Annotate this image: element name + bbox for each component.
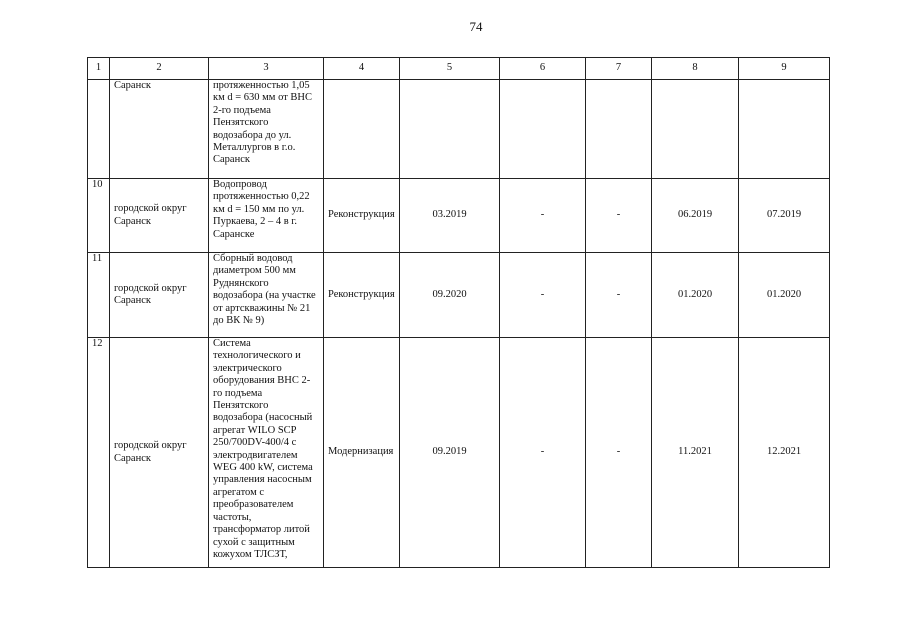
table-row (88, 253, 830, 338)
description-line: протяженностью 0,22 (213, 191, 310, 203)
description-line: преобразователем (213, 499, 294, 511)
action-cell (324, 80, 400, 179)
col7-cell (586, 80, 652, 179)
header-cell-9: 9 (739, 58, 830, 80)
header-cell-5: 5 (400, 58, 500, 80)
row-number: 11 (88, 253, 110, 338)
description-line: Пуркаева, 2 – 4 в г. (213, 216, 298, 228)
col8-cell: 01.2020 (652, 253, 739, 338)
description-line: электродвигателем (213, 449, 298, 461)
description-line: Система (213, 338, 251, 349)
col6-cell: - (500, 253, 586, 338)
start-date-cell (400, 80, 500, 179)
description-line: Пензятского (213, 400, 269, 412)
col8-cell: 11.2021 (652, 338, 739, 568)
district-line: Саранск (114, 295, 151, 306)
district-cell (110, 179, 209, 253)
table-row (88, 80, 830, 179)
description-line: Сборный водовод (213, 253, 293, 264)
col9-cell: 01.2020 (739, 253, 830, 338)
page-number: 74 (469, 19, 483, 34)
description-line: водозабора до ул. (213, 129, 292, 141)
description-line: до ВК № 9) (213, 315, 265, 327)
col9-cell: 07.2019 (739, 179, 830, 253)
description-line: го подъема (213, 387, 263, 399)
description-line: Саранск (213, 154, 250, 166)
district-line: городской округ (114, 282, 187, 294)
district-line: городской округ (114, 203, 187, 215)
description-line: водозабора (насосный (213, 412, 313, 424)
district-line: городской округ (114, 440, 187, 452)
description-cell (209, 253, 324, 338)
col7-cell: - (586, 179, 652, 253)
start-date-cell: 03.2019 (400, 179, 500, 253)
description-line: WEG 400 kW, система (213, 462, 313, 474)
header-row (88, 58, 830, 80)
district-cell (110, 338, 209, 568)
row-number: 12 (88, 338, 110, 568)
description-line: сухой с защитным (213, 536, 295, 548)
description-line: частоты, (213, 511, 252, 523)
header-cell-2: 2 (110, 58, 209, 80)
district-line: Саранск (114, 215, 151, 227)
description-line: 250/700DV-400/4 с (213, 437, 297, 449)
data-table (87, 57, 830, 568)
description-line: агрегат WILO SCP (213, 424, 297, 436)
col9-cell: 12.2021 (739, 338, 830, 568)
description-line: Руднянского (213, 277, 269, 289)
description-cell (209, 80, 324, 179)
action-cell: Реконструкция (324, 253, 400, 338)
description-line: км d = 150 мм по ул. (213, 203, 305, 215)
description-line: агрегатом с (213, 486, 265, 498)
table-row (88, 179, 830, 253)
col9-cell (739, 80, 830, 179)
col6-cell (500, 80, 586, 179)
header-cell-4: 4 (324, 58, 400, 80)
description-line: Саранске (213, 228, 255, 240)
description-line: от артскважины № 21 (213, 302, 311, 314)
start-date-cell: 09.2020 (400, 253, 500, 338)
action-cell: Реконструкция (324, 179, 400, 253)
description-line: 2-го подъема (213, 104, 271, 116)
district-cell (110, 253, 209, 338)
header-cell-1: 1 (88, 58, 110, 80)
description-line: протяженностью 1,05 (213, 80, 310, 91)
header-cell-3: 3 (209, 58, 324, 80)
description-line: водозабора (на участке (213, 290, 316, 302)
description-line: трансформатор литой (213, 524, 310, 536)
header-cell-7: 7 (586, 58, 652, 80)
start-date-cell: 09.2019 (400, 338, 500, 568)
col8-cell: 06.2019 (652, 179, 739, 253)
action-cell: Модернизация (324, 338, 400, 568)
header-cell-6: 6 (500, 58, 586, 80)
description-line: Водопровод (213, 179, 267, 190)
description-cell (209, 338, 324, 568)
col7-cell: - (586, 338, 652, 568)
description-line: Металлургов в г.о. (213, 142, 296, 154)
col7-cell: - (586, 253, 652, 338)
district-line: Саранск (114, 452, 151, 464)
district-cell: Саранск (110, 80, 209, 179)
description-line: управления насосным (213, 474, 312, 486)
col8-cell (652, 80, 739, 179)
row-number (88, 80, 110, 179)
col6-cell: - (500, 338, 586, 568)
description-line: диаметром 500 мм (213, 265, 296, 277)
row-number: 10 (88, 179, 110, 253)
description-line: кожухом ТЛСЗТ, (213, 548, 288, 560)
description-line: км d = 630 мм от ВНС (213, 92, 312, 104)
description-cell (209, 179, 324, 253)
description-line: электрического (213, 362, 282, 374)
description-line: оборудования ВНС 2- (213, 375, 311, 387)
header-cell-8: 8 (652, 58, 739, 80)
description-line: технологического и (213, 350, 301, 362)
col6-cell: - (500, 179, 586, 253)
description-line: Пензятского (213, 117, 269, 129)
table-row (88, 338, 830, 568)
